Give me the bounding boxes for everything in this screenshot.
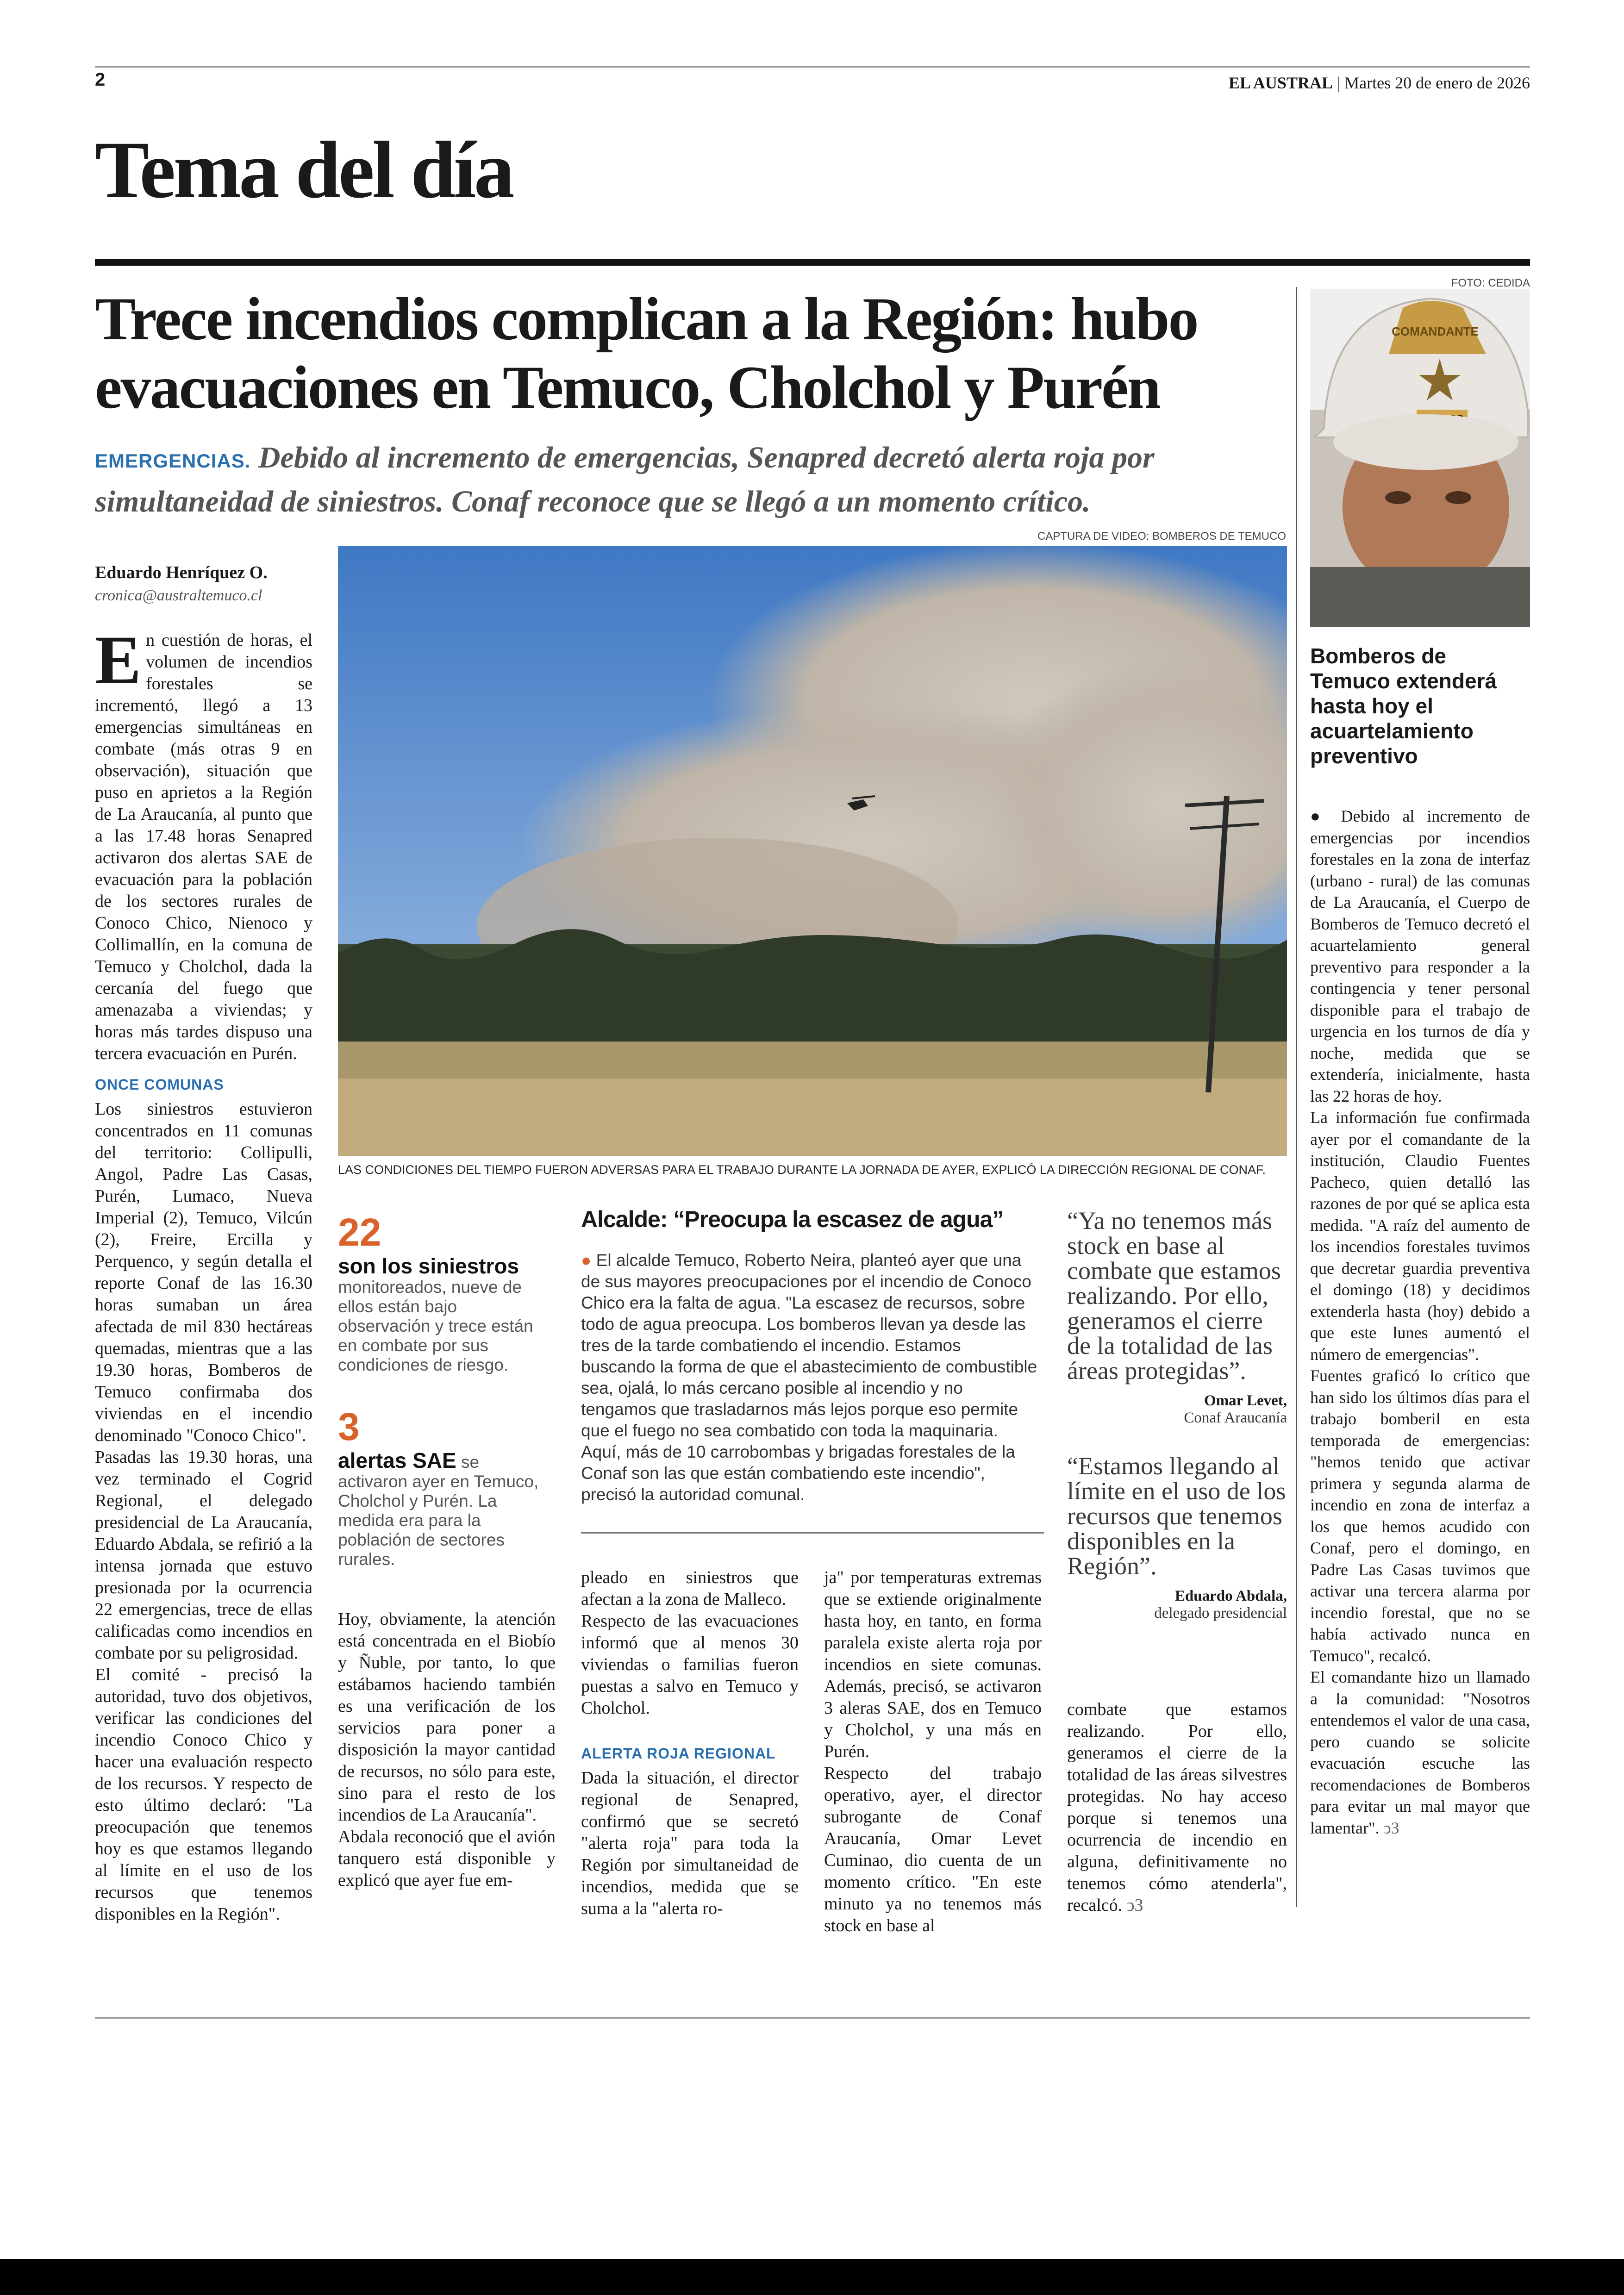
author-email: cronica@australtemuco.cl	[95, 587, 262, 604]
main-photo	[338, 546, 1287, 1156]
sidebar-photo-credit: FOTO: CEDIDA	[1451, 277, 1530, 289]
column-1-text: Los siniestros estuvieron concentrados en 11 comunas del territorio: Collipulli, Angol, Padre Las Casas, Purén, Lumaco, Nueva Imperial (2), Temuco, Vilcún (2), Freire, Ercilla y Perquenco, y según detalla el reporte Conaf de las 16.30 horas sumaban un área afectada de mil 830 hectáreas quemadas, mientras que a las 19.30 horas, Bomberos de Temuco confirmaba dos viviendas en el incendio denominado "Conoco Chico". Pasadas las 19.30 horas, una vez terminado el Cogrid Regional, el delegado presidencial de La Araucanía, Eduardo Abdala, se refirió a la intensa jornada que estuvo presionada por la ocurrencia 22 emergencias, trece de ellas calificadas como incendios en combate por su peligrosidad. El comité - precisó la autoridad, tuvo dos objetivos, verificar las condiciones del incendio Conoco Chico y hacer una evaluación respecto de los recursos. Y respecto de esto último declaró: "La preocupación que tenemos hoy es que estamos llegando al límite en el uso de los recursos que tenemos disponibles en la Región".	[95, 1099, 312, 1924]
quote-text: “Ya no tenemos más stock en base al combate que estamos realizando. Por ello, generamos el cierre de la totalidad de las áreas protegidas”.	[1067, 1207, 1281, 1384]
quote-role: delegado presidencial	[1154, 1605, 1287, 1621]
fact-number: 3	[338, 1405, 360, 1448]
sidebar-photo	[1310, 289, 1530, 627]
photo-credit: CAPTURA DE VIDEO: BOMBEROS DE TEMUCO	[1037, 530, 1286, 543]
section-rule	[95, 259, 1530, 266]
helmet-text: COMANDANTE	[1392, 324, 1479, 338]
firefighter-portrait	[1310, 289, 1530, 627]
end-mark-icon: ↄЗ	[1383, 1818, 1399, 1837]
deck-text: Debido al incremento de emergencias, Senapred decretó alerta roja por simultaneidad de siniestros. Conaf reconoce que se llegó a un momento crítico.	[95, 441, 1155, 518]
end-mark-icon: ↄЗ	[1126, 1896, 1143, 1915]
fact-text: se activaron ayer en Temuco, Cholchol y Purén. La medida era para la población de sectores rurales.	[338, 1453, 539, 1569]
mayor-box-title: Alcalde: “Preocupa la escasez de agua”	[581, 1206, 1004, 1232]
publication-name: EL AUSTRAL	[1228, 74, 1333, 92]
bullet-icon: ●	[581, 1251, 596, 1270]
masthead-info: EL AUSTRAL | Martes 20 de enero de 2026	[1228, 74, 1530, 92]
bottom-rule	[95, 2017, 1530, 2019]
subhead-alerta-roja: ALERTA ROJA REGIONAL	[581, 1745, 776, 1762]
column-4-text: ja" por temperaturas extremas que se extiende originalmente hasta hoy, en tanto, en forma paralela existe alerta roja por incendios en siete comunas. Además, precisó, se activaron 3 aleras SAE, dos en Temuco y Cholchol, y una más en Purén. Respecto del trabajo operativo, ayer, el director subrogante de Conaf Araucanía, Omar Levet Cuminao, dio cuenta de un momento crítico. "En este minuto ya no tenemos más stock en base al	[824, 1568, 1042, 1935]
fact-text: monitoreados, nueve de ellos están bajo observación y trece están en combate por sus condiciones de riesgo.	[338, 1278, 533, 1374]
quote-author: Eduardo Abdala,	[1174, 1588, 1287, 1604]
sidebar-divider	[1296, 287, 1297, 1907]
top-rule	[95, 66, 1530, 68]
fact-lead: alertas SAE	[338, 1448, 456, 1472]
column-3-text: pleado en siniestros que afectan a la zona de Malleco. Respecto de las evacuaciones informó que al menos 30 viviendas o familias fueron puestas a salvo en Temuco y Cholchol.	[581, 1568, 799, 1718]
wildfire-photo	[338, 546, 1287, 1156]
quote-2	[1067, 1453, 1287, 1622]
page-number: 2	[95, 69, 106, 90]
issue-date: Martes 20 de enero de 2026	[1344, 74, 1530, 92]
kicker: EMERGENCIAS.	[95, 450, 251, 472]
bottom-bar	[0, 2259, 1624, 2295]
section-title: Tema del día	[95, 125, 512, 215]
sidebar-text: ● Debido al incremento de emergencias por incendios forestales en la zona de interfaz (urbano - rural) de las comunas de La Araucanía, el Cuerpo de Bomberos de Temuco decretó el acuartelamiento general preventivo para responder a la contingencia y tener personal disponible para el trabajo de urgencia en los turnos de día y noche, medida que se extendería, inicialmente, hasta las 22 horas de hoy. La información fue confirmada ayer por el comandante de la institución, Claudio Fuentes Pacheco, quien detalló las razones de por qué se aplica esta medida. "A raíz del aumento de los incendios forestales tuvimos que decretar guardia preventiva el domingo (18) y decidimos extenderla hasta (hoy) debido a que este lunes aumentó el número de emergencias". Fuentes graficó lo crítico que han sido los últimos días para el trabajo bomberil en esta temporada de emergencias: "hemos tenido que activar primera y segunda alarma de incendio en zona de interfaz a los que hemos acudido con Conaf, pero el domingo, en Padre Las Casas tuvimos que activar una tercera alarma por incendio forestal, que no se había activado nunca en Temuco", recalcó. El comandante hizo un llamado a la comunidad: "Nosotros entendemos el valor de una casa, pero cuando se solicite evacuación escuche las recomendaciones de Bomberos para evitar un mal mayor que lamentar". ↄЗ	[1310, 807, 1530, 1837]
column-3-text-b: Dada la situación, el director regional de Senapred, confirmó que se secretó "alerta roja" para toda la Región por simultaneidad de incendios, medida que se suma a la "alerta ro-	[581, 1768, 799, 1918]
quote-author: Omar Levet,	[1204, 1392, 1287, 1409]
quote-text: “Estamos llegando al límite en el uso de los recursos que tenemos disponibles en la Región”.	[1067, 1452, 1286, 1580]
box-rule	[581, 1532, 1044, 1534]
headline: Trece incendios complican a la Región: hubo evacuaciones en Temuco, Cholchol y Purén	[95, 285, 1198, 421]
lead-paragraph	[95, 622, 312, 1065]
column-5-text: combate que estamos realizando. Por ello, generamos el cierre de la totalidad de las áreas silvestres protegidas. No hay acceso porque si tenemos una ocurrencia de incendio en alguna, definitivamente no tenemos cómo atenderla", recalcó. ↄЗ	[1067, 1700, 1287, 1915]
dropcap: E	[95, 622, 142, 698]
mayor-box-text: ● El alcalde Temuco, Roberto Neira, planteó ayer que una de sus mayores preocupaciones por el incendio de Conoco Chico era la falta de agua. "La escasez de recursos, sobre todo de agua preocupa. Los bomberos llevan ya desde las tres de la tarde combatiendo el incendio. Estamos buscando la forma de que el abastecimiento de combustible sea, ojalá, lo más cercano posible al incendio y no tengamos que trasladarnos más lejos porque eso permite que el fuego no sea combatido con toda la maquinaria. Aquí, más de 10 carrobombas y brigadas forestales de la Conaf son las que están combatiendo este incendio", precisó la autoridad comunal.	[581, 1251, 1037, 1504]
deck	[95, 437, 1299, 522]
lead-text: n cuestión de horas, el volumen de incendios forestales se incrementó, llegó a 13 emergencias simultáneas en combate (más otras 9 en observación), situación que puso en aprietos a la Región de La Araucanía, al punto que a las 17.48 horas Senapred activaron dos alertas SAE de evacuación para la población de los sectores rurales de Conoco Chico, Nienoco y Collimallín, en la comuna de Temuco y Cholchol, dada la cercanía del fuego que amenazaba a viviendas; y horas más tardes dispuso una tercera evacuación en Purén.	[95, 630, 312, 1063]
fact-lead: son los siniestros	[338, 1254, 519, 1278]
quote-role: Conaf Araucanía	[1184, 1409, 1287, 1426]
sidebar-title: Bomberos de Temuco extenderá hasta hoy el acuartelamiento preventivo	[1310, 644, 1497, 768]
author: Eduardo Henríquez O.	[95, 563, 268, 582]
fact-number: 22	[338, 1210, 381, 1254]
subhead-once-comunas: ONCE COMUNAS	[95, 1076, 224, 1093]
bullet-icon: ●	[1310, 807, 1341, 825]
column-2-text: Hoy, obviamente, la atención está concentrada en el Biobío y Ñuble, por tanto, lo que estábamos haciendo también es una verificación de los servicios para poner a disposición la mayor cantidad de recursos, no sólo para este, sino para el resto de los incendios de La Araucanía". Abdala reconoció que el avión tanquero está disponible y explicó que ayer fue em-	[338, 1609, 556, 1890]
fact-box-2	[338, 1407, 551, 1569]
photo-caption: LAS CONDICIONES DEL TIEMPO FUERON ADVERSAS PARA EL TRABAJO DURANTE LA JORNADA DE AYER, EXPLICÓ LA DIRECCIÓN REGIONAL DE CONAF.	[338, 1163, 1266, 1177]
quote-1	[1067, 1208, 1287, 1427]
fact-box-1	[338, 1210, 551, 1375]
